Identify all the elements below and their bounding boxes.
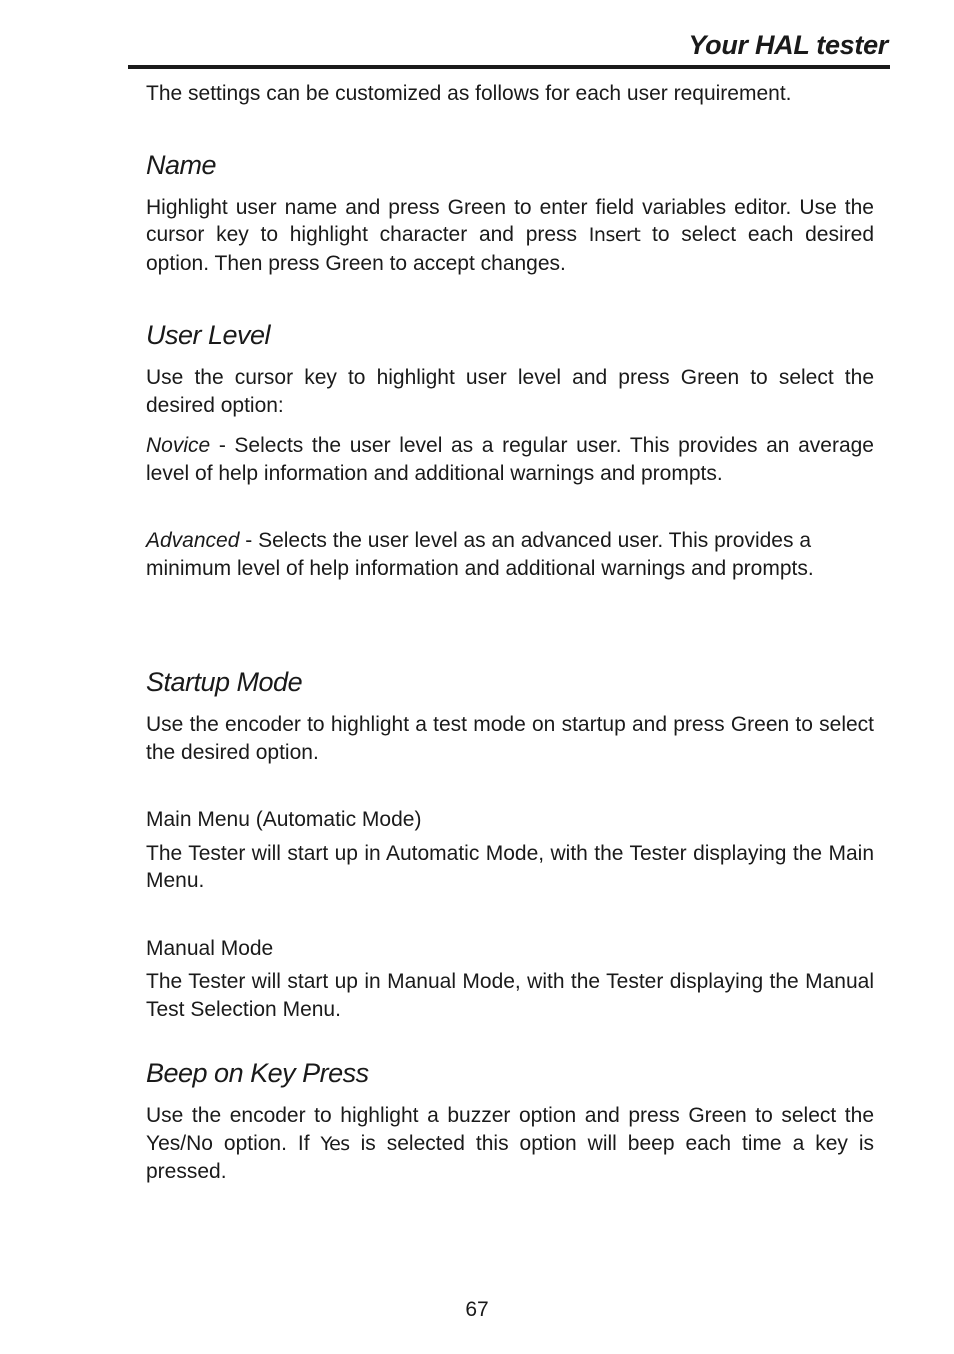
page-body (146, 80, 874, 1186)
advanced-text: - Selects the user level as an advanced user. This provides a minimum level of help information and additional warnings and prompts. (146, 529, 814, 580)
beep-text-part2: is selected this option will beep each time a key is pressed. (146, 1131, 874, 1183)
section-heading-beep: Beep on Key Press (146, 1058, 369, 1088)
beep-text-part1: Use the encoder to highlight a buzzer option and press Green to select the Yes/No option. If (146, 1104, 874, 1155)
novice-text: - Selects the user level as a regular user. This provides an average level of help information and additional warnings and prompts. (146, 434, 874, 485)
name-text-part1: Highlight user name and press Green to enter field variables editor. Use the cursor key to highlight character and press (146, 195, 874, 246)
novice-label: Novice (146, 434, 211, 457)
beep-paragraph (146, 1102, 874, 1186)
header-rule (128, 65, 890, 69)
page-number: 67 (465, 1298, 489, 1321)
intro-paragraph: The settings can be customized as follows for each user requirement. (146, 82, 792, 105)
advanced-paragraph (146, 527, 864, 582)
name-text-part2: to select each desired option. Then press Green to accept changes. (146, 223, 874, 275)
running-header-title: Your HAL tester (688, 30, 888, 60)
insert-keyword: Insert (588, 224, 641, 246)
main-menu-paragraph: The Tester will start up in Automatic Mode, with the Tester displaying the Main Menu. (146, 841, 874, 892)
manual-mode-paragraph: The Tester will start up in Manual Mode, with the Tester displaying the Manual Test Selection Menu. (146, 970, 874, 1021)
startup-paragraph: Use the encoder to highlight a test mode on startup and press Green to select the desired option. (146, 713, 874, 764)
manual-mode-subheading: Manual Mode (146, 936, 274, 960)
name-paragraph (146, 194, 874, 278)
section-heading-user-level: User Level (146, 320, 271, 350)
section-heading-startup-mode: Startup Mode (146, 667, 303, 697)
yes-keyword: Yes (320, 1132, 350, 1155)
novice-paragraph (146, 432, 874, 487)
section-heading-name: Name (146, 149, 217, 180)
user-level-paragraph: Use the cursor key to highlight user level and press Green to select the desired option: (146, 366, 874, 417)
advanced-label: Advanced (146, 529, 240, 552)
main-menu-subheading: Main Menu (Automatic Mode) (146, 808, 422, 831)
